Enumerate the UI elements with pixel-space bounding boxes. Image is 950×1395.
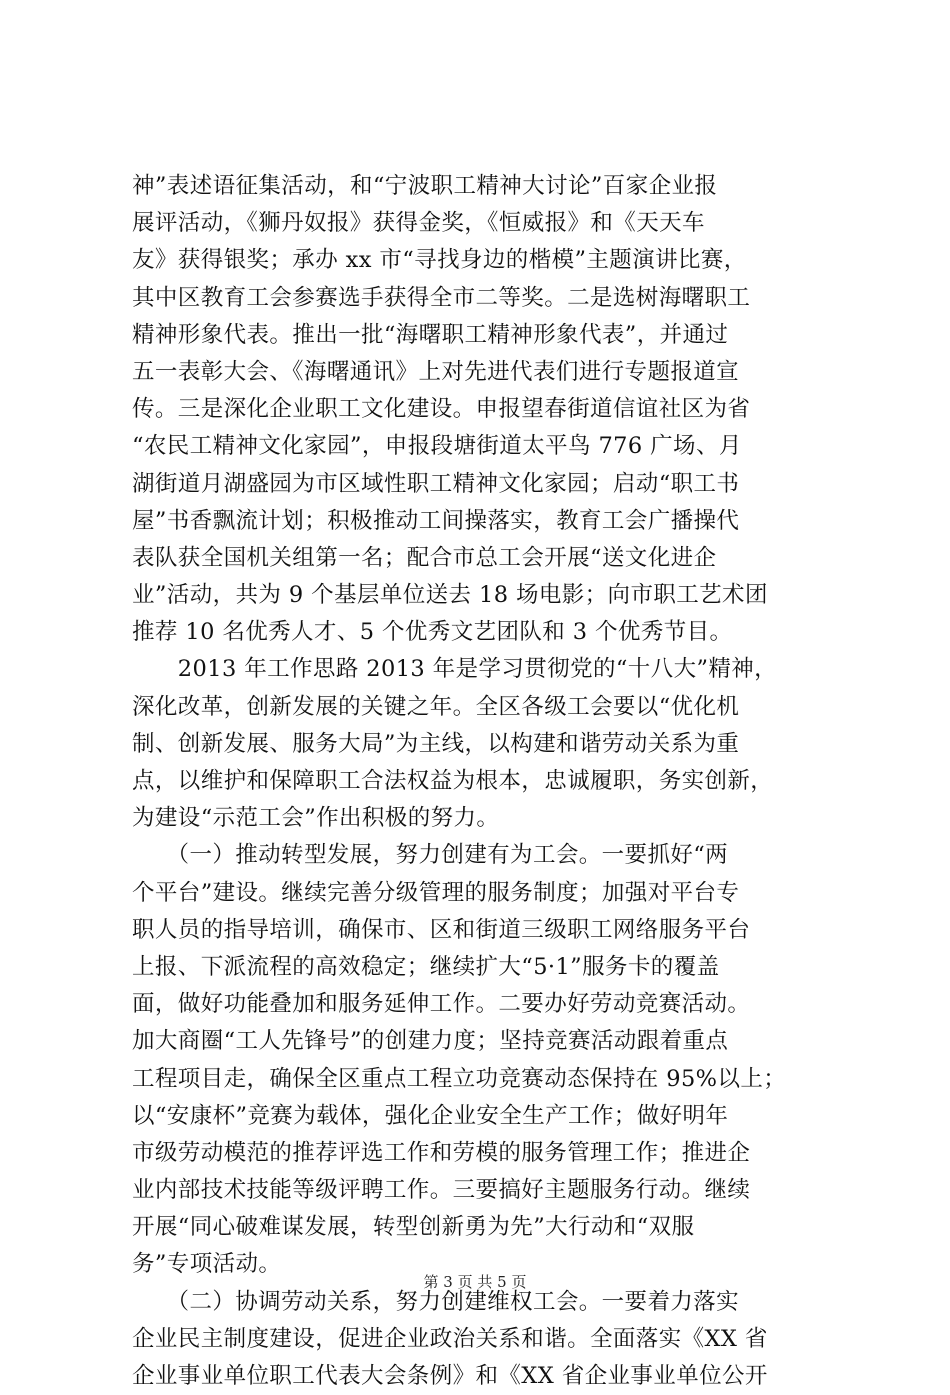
body-text-line: 点，以维护和保障职工合法权益为根本，忠诚履职，务实创新， — [132, 768, 774, 794]
body-text-line: 以“安康杯”竞赛为载体，强化企业安全生产工作；做好明年 — [132, 1102, 729, 1129]
body-text-line: 企业民主制度建设，促进企业政治关系和谐。全面落实《XX 省 — [132, 1325, 768, 1352]
body-text-line: 友》获得银奖；承办 xx 市“寻找身边的楷模”主题演讲比赛， — [132, 247, 747, 274]
body-text-line: 业内部技术技能等级评聘工作。三要搞好主题服务行动。继续 — [132, 1177, 751, 1204]
body-text-line: 其中区教育工会参赛选手获得全市二等奖。二是选树海曙职工 — [132, 284, 751, 311]
body-text-line: 个平台”建设。继续完善分级管理的服务制度；加强对平台专 — [132, 879, 740, 906]
body-text-line: 面，做好功能叠加和服务延伸工作。二要办好劳动竞赛活动。 — [132, 991, 751, 1018]
body-text-line: 展评活动，《狮丹奴报》获得金奖，《恒威报》和《天天车 — [132, 210, 705, 237]
body-text-line: 传。三是深化企业职工文化建设。申报望春街道信谊社区为省 — [132, 396, 751, 423]
body-text-line: 屋”书香飘流计划；积极推动工间操落实，教育工会广播操代 — [132, 507, 740, 534]
body-text-line: 神”表述语征集活动，和“宁波职工精神大讨论”百家企业报 — [132, 173, 718, 199]
body-text-line: 务”专项活动。 — [132, 1251, 282, 1278]
body-text-line: 推荐 10 名优秀人才、5 个优秀文艺团队和 3 个优秀节目。 — [132, 619, 733, 646]
body-text-line: 开展“同心破难谋发展，转型创新勇为先”大行动和“双服 — [132, 1214, 695, 1241]
body-text-line: 制、创新发展、服务大局”为主线，以构建和谐劳动关系为重 — [132, 730, 740, 757]
page-number-footer: 第 3 页 共 5 页 — [423, 1273, 527, 1291]
body-text-line: 上报、下派流程的高效稳定；继续扩大“5·1”服务卡的覆盖 — [132, 953, 720, 980]
body-text-line: 企业事业单位职工代表大会条例》和《XX 省企业事业单位公开 — [132, 1363, 768, 1389]
body-text-line: 业”活动，共为 9 个基层单位送去 18 场电影；向市职工艺术团 — [132, 582, 768, 609]
body-text-line: 五一表彰大会、《海曙通讯》上对先进代表们进行专题报道宣 — [132, 358, 740, 385]
body-text-line: 为建设“示范工会”作出积极的努力。 — [132, 805, 500, 832]
body-text-line: 市级劳动模范的推荐评选工作和劳模的服务管理工作；推进企 — [132, 1139, 751, 1166]
body-text-line: “农民工精神文化家园”，申报段塘街道太平鸟 776 广场、月 — [132, 433, 742, 460]
body-text-line: 工程项目走，确保全区重点工程立功竞赛动态保持在 95%以上； — [132, 1065, 787, 1092]
document-body — [132, 168, 832, 1395]
body-text-line: 2013 年工作思路 2013 年是学习贯彻党的“十八大”精神， — [132, 656, 778, 683]
body-text-line: （二）协调劳动关系，努力创建维权工会。一要着力落实 — [132, 1288, 740, 1315]
body-text-line: 精神形象代表。推出一批“海曙职工精神形象代表”，并通过 — [132, 321, 729, 348]
body-text-line: 深化改革，创新发展的关键之年。全区各级工会要以“优化机 — [132, 693, 740, 720]
body-text-line: 职人员的指导培训，确保市、区和街道三级职工网络服务平台 — [132, 916, 751, 943]
body-text-line: 表队获全国机关组第一名；配合市总工会开展“送文化进企 — [132, 544, 717, 571]
body-text-line: （一）推动转型发展，努力创建有为工会。一要抓好“两 — [132, 842, 729, 869]
body-text-line: 加大商圈“工人先锋号”的创建力度；坚持竞赛活动跟着重点 — [132, 1028, 729, 1055]
body-text-line: 湖街道月湖盛园为市区域性职工精神文化家园；启动“职工书 — [132, 470, 740, 497]
